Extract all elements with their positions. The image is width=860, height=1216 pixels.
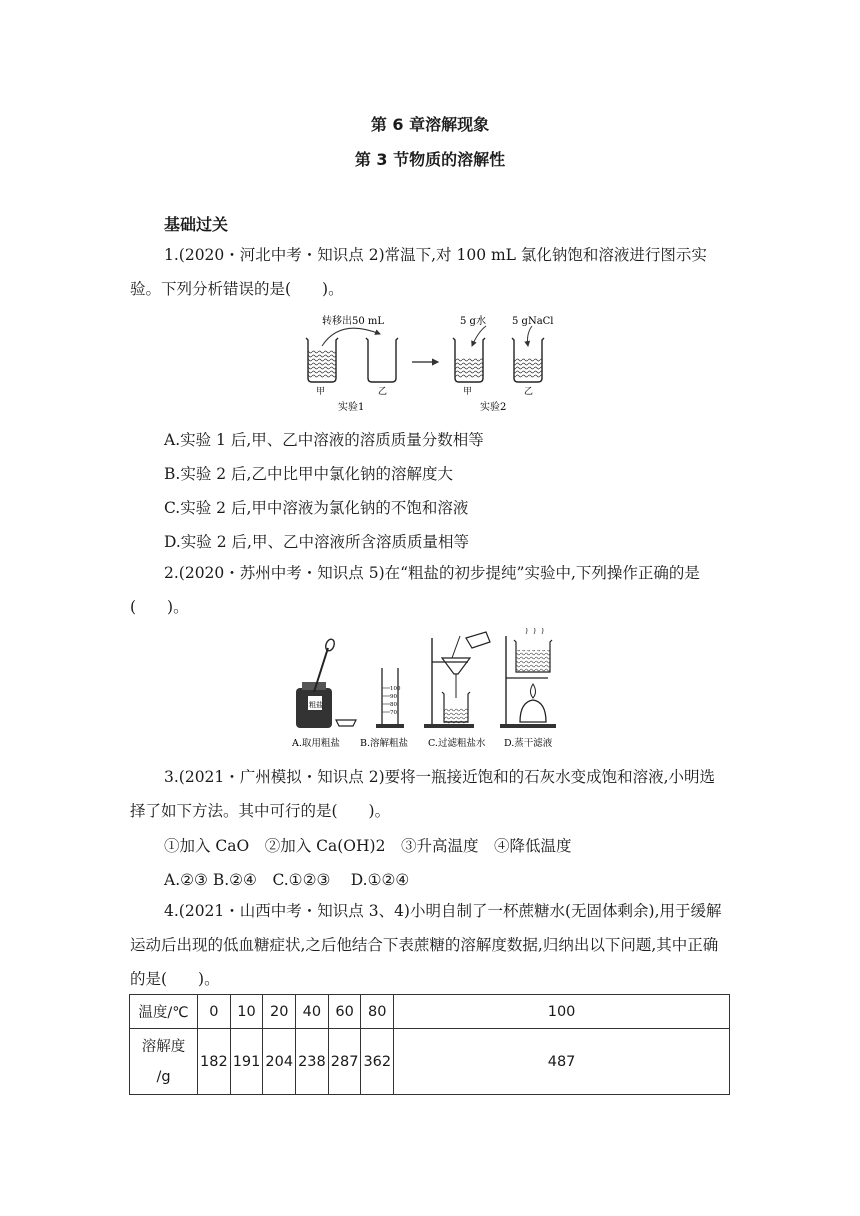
section-title: 第 3 节物质的溶解性 xyxy=(354,150,506,169)
question-3-methods: ①加入 CaO ②加入 Ca(OH)2 ③升高温度 ④降低温度 xyxy=(164,837,572,855)
nacl-label: 5 gNaCl xyxy=(512,316,554,327)
table-cell: 487 xyxy=(394,1029,730,1095)
beaker-jia-exp2 xyxy=(453,338,485,382)
label-yi-1: 乙 xyxy=(378,387,388,397)
exp2-label: 实验2 xyxy=(480,402,507,413)
table-cell: 204 xyxy=(263,1029,296,1095)
section-heading: 基础过关 xyxy=(164,215,229,234)
question-1-option-b: B.实验 2 后,乙中比甲中氯化钠的溶解度大 xyxy=(164,465,453,483)
cylinder-mark-70: 70 xyxy=(390,710,397,716)
graduated-cylinder xyxy=(376,668,404,728)
salt-bottle xyxy=(296,638,356,728)
table-cell: 40 xyxy=(296,995,329,1029)
cylinder-mark-100: 100 xyxy=(390,686,401,692)
table-cell: 60 xyxy=(328,995,361,1029)
question-2-figure xyxy=(290,628,570,752)
question-3-options: A.②③ B.②④ C.①②③ D.①②④ xyxy=(164,871,410,889)
solubility-header-line1: 溶解度 xyxy=(141,1038,186,1055)
table-cell: 191 xyxy=(230,1029,263,1095)
question-4-stem: 4.(2021・山西中考・知识点 3、4)小明自制了一杯蔗糖水(无固体剩余),用于缓解运动后出现的低血糖症状,之后他结合下表蔗糖的溶解度数据,归纳出以下问题,其中正确的是( )。 xyxy=(130,902,722,988)
table-cell: 100 xyxy=(394,995,730,1029)
table-row xyxy=(130,995,730,1029)
caption-a: A.取用粗盐 xyxy=(292,738,340,749)
cylinder-mark-80: 80 xyxy=(390,702,397,708)
table-cell: 287 xyxy=(328,1029,361,1095)
filtration-setup xyxy=(424,632,490,728)
label-jia-2: 甲 xyxy=(463,387,473,397)
beaker-yi-exp1 xyxy=(366,338,398,382)
table-cell: 0 xyxy=(198,995,231,1029)
table-cell: 10 xyxy=(230,995,263,1029)
question-3-stem: 3.(2021・广州模拟・知识点 2)要将一瓶接近饱和的石灰水变成饱和溶液,小明选择了如下方法。其中可行的是( )。 xyxy=(130,768,716,820)
table-cell: 238 xyxy=(296,1029,329,1095)
caption-d: D.蒸干滤液 xyxy=(504,738,553,749)
bottle-label: 粗盐 xyxy=(309,701,323,709)
table-cell: 182 xyxy=(198,1029,231,1095)
beaker-jia-exp1 xyxy=(306,338,338,382)
transfer-arrow xyxy=(322,328,380,346)
transfer-label: 转移出50 mL xyxy=(322,316,385,327)
table-row xyxy=(130,1029,730,1095)
exp1-label: 实验1 xyxy=(338,402,365,413)
question-1-figure xyxy=(300,310,570,414)
question-1-stem: 1.(2020・河北中考・知识点 2)常温下,对 100 mL 氯化钠饱和溶液进行图示实验。下列分析错误的是( )。 xyxy=(130,246,707,298)
water-label: 5 g水 xyxy=(460,316,486,327)
label-jia-1: 甲 xyxy=(316,387,326,397)
table-cell: 362 xyxy=(361,1029,394,1095)
label-yi-2: 乙 xyxy=(524,387,534,397)
table-cell: 20 xyxy=(263,995,296,1029)
question-1-option-c: C.实验 2 后,甲中溶液为氯化钠的不饱和溶液 xyxy=(164,499,469,517)
chapter-title: 第 6 章溶解现象 xyxy=(370,115,490,134)
caption-b: B.溶解粗盐 xyxy=(360,738,409,749)
question-2-stem: 2.(2020・苏州中考・知识点 5)在“粗盐的初步提纯”实验中,下列操作正确的是( )。 xyxy=(130,564,700,616)
evaporation-setup xyxy=(500,628,556,728)
row-header-temperature: 温度/℃ xyxy=(130,995,198,1029)
solubility-table xyxy=(129,994,730,1095)
caption-c: C.过滤粗盐水 xyxy=(428,738,486,749)
solubility-header-line2: /g xyxy=(156,1068,171,1085)
cylinder-mark-90: 90 xyxy=(390,694,397,700)
row-header-solubility xyxy=(130,1029,198,1095)
question-1-option-d: D.实验 2 后,甲、乙中溶液所含溶质质量相等 xyxy=(164,533,469,551)
question-1-option-a: A.实验 1 后,甲、乙中溶液的溶质质量分数相等 xyxy=(164,431,484,449)
table-cell: 80 xyxy=(361,995,394,1029)
